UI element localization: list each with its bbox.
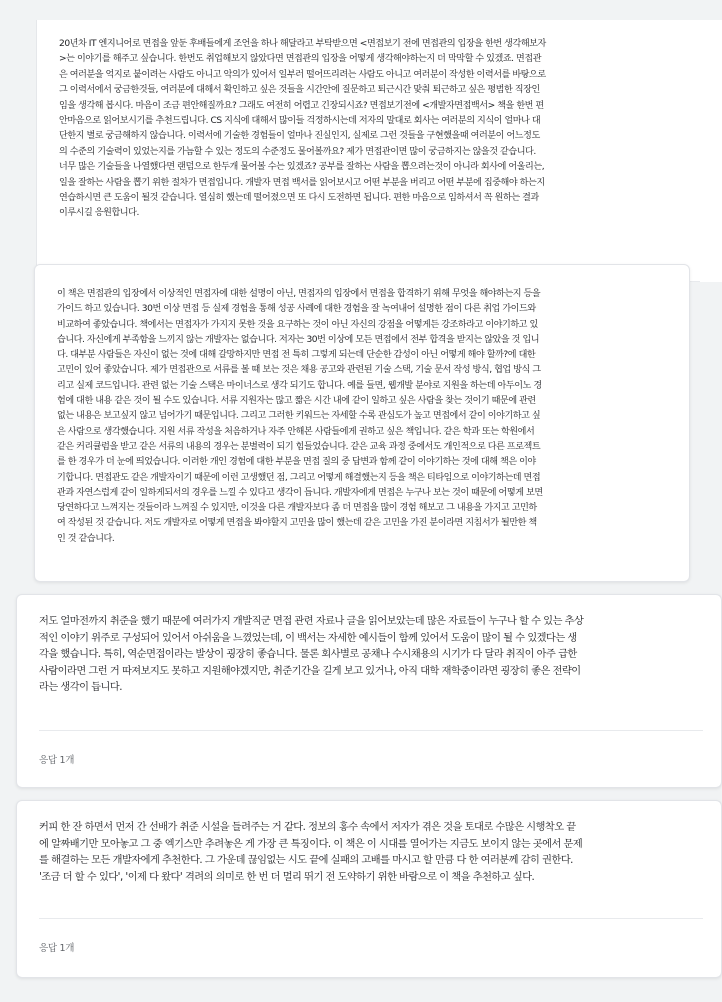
review-card (36, 20, 722, 282)
review-card (34, 264, 690, 582)
reply-count-link[interactable]: 응답 1개 (39, 943, 75, 954)
review-text: 커피 한 잔 하면서 먼저 간 선배가 취준 시설을 들려주는 거 같다. 정보의 홍수 속에서 저자가 겪은 것을 토대로 수많은 시행착오 끝 에 알짜배기만 모아놓고 그 중 엑기스만 추려놓은 게 가장 큰 특징이다. 이 책은 이 시대를 열어가는 지금도 보이지 않는 곳에서 문제 를 해결하는 모든 개발자에게 추천한다. 그 가운데 끊임없는 시도 끝에 실패의 고배를 마시고 할 만큼 다 한 여러분께 감히 권한다. '조금 더 할 수 있다', '이제 다 왔다' 격려의 의미로 한 번 더 멀리 뛰기 전 도약하기 위한 바람으로 이 책을 추천하고 싶다. (39, 822, 583, 883)
divider (39, 730, 703, 731)
review-card (16, 800, 722, 978)
divider (39, 918, 703, 919)
review-text: 저도 얼마전까지 취준을 했기 때문에 여러가지 개발직군 면접 관련 자료나 글을 읽어보았는데 많은 자료들이 누구나 할 수 있는 추상 적인 이야기 위주로 구성되어 있어서 아쉬움을 느꼈었는데, 이 백서는 자세한 예시들이 함께 있어서 도움이 많이 될 수 있겠다는 생 각을 했습니다. 특히, 역순면접이라는 발상이 굉장히 좋습니다. 물론 회사별로 공채나 수시채용의 시기가 다 달라 취직이 아주 급한 사람이라면 그런 거 따져보지도 못하고 지원해야겠지만, 취준기간을 길게 보고 있거나, 아직 대학 재학중이라면 굉장히 좋은 전략이 라는 생각이 듭니다. (39, 616, 584, 694)
review-text: 20년차 IT 엔지니어로 면접을 앞둔 후배들에게 조언을 하나 해달라고 부탁받으면 <면접보기 전에 면접관의 입장을 한번 생각해보자 >는 이야기를 해주고 싶습니다. 한번도 취업해보지 않았다면 면접관의 입장을 어떻게 생각해야하는지 더 막막할 수 있겠죠. 면접관 은 여러분을 억지로 붙이려는 사람도 아니고 악의가 있어서 일부러 떨어뜨리려는 사람도 아니고 여러분이 작성한 이력서를 바탕으로 그 이력서에서 궁금한것들, 여러분에 대해서 확인하고 싶은 것들을 시간안에 질문하고 퇴근시간 맞춰 퇴근하고 싶은 평범한 직장인 임을 생각해 봅시다. 마음이 조금 편안해질까요? 그래도 여전히 어렵고 긴장되시죠? 면접보기전에 <개발자면접백서> 책을 한번 편 안마음으로 읽어보시기를 추천드립니다. CS 지식에 대해서 많이들 걱정하시는데 저자의 말대로 회사는 여러분의 지식이 얼마나 대 단한지 별로 궁금해하지 않습니다. 이력서에 기술한 경험들이 얼마나 진실인지, 실제로 그런 것들을 구현했을때 여러분이 어느정도 의 수준의 기술력이 있었는지를 가늠할 수 있는 정도의 수준정도 물어볼까요? 제가 면접관이면 많이 궁금하지는 않을것 같습니다. 너무 많은 기술들을 나열했다면 랜덤으로 한두개 물어볼 수는 있겠죠? 공부를 잘하는 사람을 뽑으려는것이 아니라 회사에 어울리는, 일을 잘하는 사람을 뽑기 위한 절차가 면접입니다. 개발자 면접 백서를 읽어보시고 어떤 부분을 버리고 어떤 부분에 집중해야 하는지 연습하시면 큰 도움이 될것 같습니다. 열심히 했는데 떨어졌으면 또 다시 도전하면 됩니다. 편한 마음으로 임하셔서 꼭 원하는 결과 이루시길 응원합니다. (59, 39, 546, 219)
reply-count-link[interactable]: 응답 1개 (39, 755, 75, 766)
review-text: 이 책은 면접관의 입장에서 이상적인 면접자에 대한 설명이 아닌, 면접자의 입장에서 면접을 합격하기 위해 무엇을 해야하는지 등을 가이드 하고 있습니다. 30번 이상 면접 등 실제 경험을 통해 성공 사례에 대한 경험을 잘 녹여내어 설명한 점이 다른 취업 가이드와 비교하여 좋았습니다. 책에서는 면접자가 가지지 못한 것을 요구하는 것이 아닌 자신의 강점을 어떻게든 강조하라고 이야기하고 있 습니다. 자신에게 부족함을 느끼지 않는 개발자는 없습니다. 저자는 30번 이상에 모든 면접에서 전부 합격을 받지는 않았을 것 입니 다. 대부분 사람들은 자신이 없는 것에 대해 갈망하지만 면접 전 특히 그렇게 되는데 단순한 감성이 아닌 어떻게 해야 할까?에 대한 고민이 있어 좋았습니다. 제가 면접관으로 서류를 볼 때 보는 것은 채용 공고와 관련된 기술 스택, 기술 문서 작성 방식, 협업 방식 그 리고 실제 코드입니다. 관련 없는 기술 스택은 마이너스로 생각 되기도 합니다. 예를 들면, 웹개발 분야로 지원을 하는데 아두이노 경 험에 대한 내용 같은 것이 될 수도 있습니다. 서류 지원자는 많고 짧은 시간 내에 같이 일하고 싶은 사람을 찾는 것이기 때문에 관련 없는 내용은 보고싶지 않고 넘어가기 때문입니다. 그리고 그러한 키워드는 자세할 수록 관심도가 높고 면접에서 같이 이야기하고 싶 은 사람으로 생각했습니다. 지원 서류 작성을 처음하거나 자주 안해본 사람들에게 권하고 싶은 책입니다. 같은 학과 또는 학원에서 같은 커리큘럼을 받고 같은 서류의 내용의 경우는 분별력이 되기 힘들었습니다. 같은 교육 과정 중에서도 개인적으로 다른 프로젝트 를 한 경우가 더 눈에 띄었습니다. 이러한 개인 경험에 대한 부분을 면접 질의 중 답변과 함께 같이 이야기하는 것에 대해 책은 이야 기합니다. 면접관도 같은 개발자이기 때문에 이런 고생했던 점, 그리고 어떻게 해결했는지 등을 책은 티타임으로 이야기하는데 면접 관과 자연스럽게 같이 일하게되서의 경우를 느낄 수 있다고 생각이 듭니다. 개발자에게 면접은 누구나 보는 것이 때문에 어떻게 보면 당연하다고 느껴지는 것들이라 느껴질 수 있지만, 이것을 다른 개발자보다 좀 더 면접을 많이 경험 해보고 그 내용을 가지고 고민하 여 작성된 것 같습니다. 저도 개발자로 어떻게 면접을 봐야할지 고민을 많이 했는데 같은 고민을 가진 분이라면 지침서가 될만한 책 인 것 같습니다. (57, 289, 543, 544)
review-card (16, 594, 722, 788)
